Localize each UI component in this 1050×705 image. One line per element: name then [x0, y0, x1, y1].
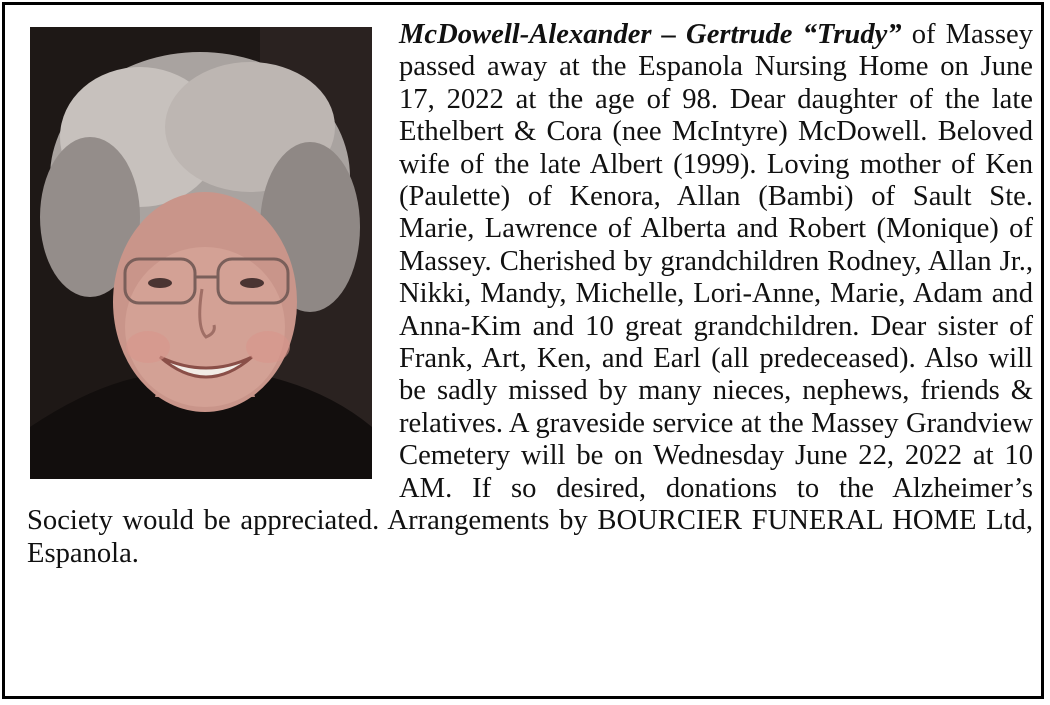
obituary-frame	[2, 2, 1044, 699]
obituary-body: of Massey passed away at the Espanola Nursing Home on June 17, 2022 at the age of 98. Dear daughter of the late Ethelbert & Cora (nee McIntyre) McDowell. Beloved wife of the late Albert (1999). Loving mother of Ken (Paulette) of Kenora, Allan (Bambi) of Sault Ste. Marie, Lawrence of Alberta and Robert (Monique) of Massey. Cherished by grandchildren Rodney, Allan Jr., Nikki, Mandy, Michelle, Lori-Anne, Marie, Adam and Anna-Kim and 10 great grandchildren. Dear sister of Frank, Art, Ken, and Earl (all predeceased). Also will be sadly missed by many nieces, nephews, friends & relatives. A graveside service at the Massey Grandview Cemetery will be on Wednesday June 22, 2022 at 10 AM. If so desired, donations to the Alzheimer’s Society would be appreciated. Arrangements by BOURCIER FUNERAL HOME Ltd, Espanola.	[27, 19, 1033, 569]
obituary-text	[27, 19, 1033, 570]
photo-spacer	[27, 19, 399, 474]
deceased-name: McDowell-Alexander – Gertrude “Trudy”	[399, 19, 902, 50]
